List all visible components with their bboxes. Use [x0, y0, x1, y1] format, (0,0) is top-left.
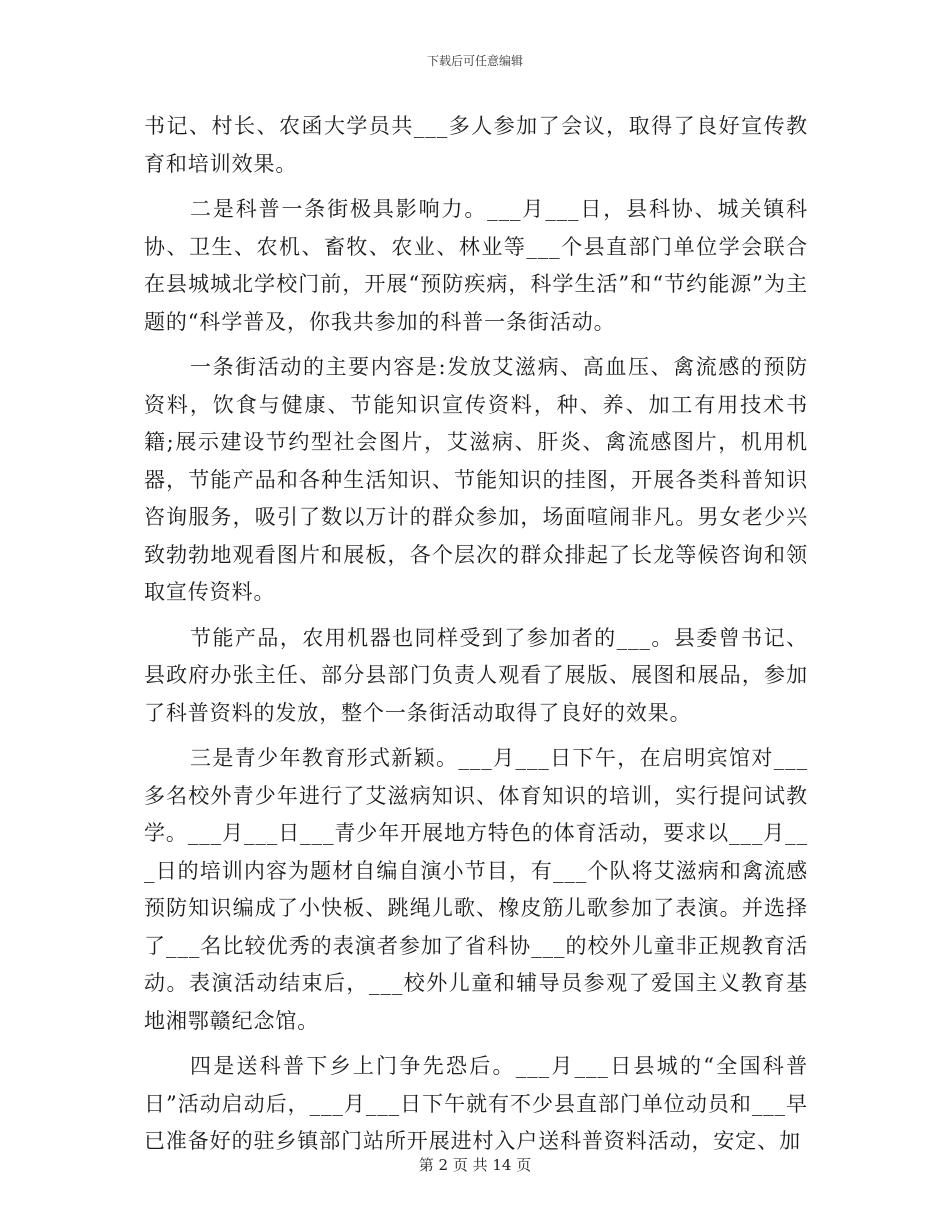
document-body	[144, 108, 808, 1169]
page-footer: 第 2 页 共 14 页	[418, 1156, 532, 1174]
paragraph-5: 三是青少年教育形式新颖。___月___日下午，在启明宾馆对___多名校外青少年进行了艾滋病知识、体育知识的培训，实行提问试教学。___月___日___青少年开展地方特色的体育活动，要求以___月___日的培训内容为题材自编自演小节目，有___个队将艾滋病和禽流感预防知识编成了小快板、跳绳儿歌、橡皮筋儿歌参加了表演。并选择了___名比较优秀的表演者参加了省科协___的校外儿童非正规教育活动。表演活动结束后，___校外儿童和辅导员参观了爱国主义教育基地湘鄂赣纪念馆。	[144, 746, 808, 1033]
paragraph-6: 四是送科普下乡上门争先恐后。___月___日县城的“全国科普日”活动启动后，___月___日下午就有不少县直部门单位动员和___早已准备好的驻乡镇部门站所开展进村入户送科普资料活动，安定、加	[144, 1054, 808, 1153]
paragraph-1: 书记、村长、农函大学员共___多人参加了会议，取得了良好宣传教育和培训效果。	[144, 114, 808, 176]
paragraph-4: 节能产品，农用机器也同样受到了参加者的___。县委曾书记、县政府办张主任、部分县部门负责人观看了展版、展图和展品，参加了科普资料的发放，整个一条街活动取得了良好的效果。	[144, 625, 808, 725]
paragraph-3: 一条街活动的主要内容是:发放艾滋病、高血压、禽流感的预防资料，饮食与健康、节能知识宣传资料，种、养、加工有用技术书籍;展示建设节约型社会图片，艾滋病、肝炎、禽流感图片，机用机器，节能产品和各种生活知识、节能知识的挂图，开展各类科普知识咨询服务，吸引了数以万计的群众参加，场面喧闹非凡。男女老少兴致勃勃地观看图片和展板，各个层次的群众排起了长龙等候咨询和领取宣传资料。	[144, 355, 808, 604]
paragraph-2: 二是科普一条街极具影响力。___月___日，县科协、城关镇科协、卫生、农机、畜牧、农业、林业等___个县直部门单位学会联合在县城城北学校门前，开展“预防疾病，科学生活”和“节约能源”为主题的“科学普及，你我共参加的科普一条街活动。	[144, 197, 808, 334]
page-header: 下载后可任意编辑	[426, 54, 523, 68]
